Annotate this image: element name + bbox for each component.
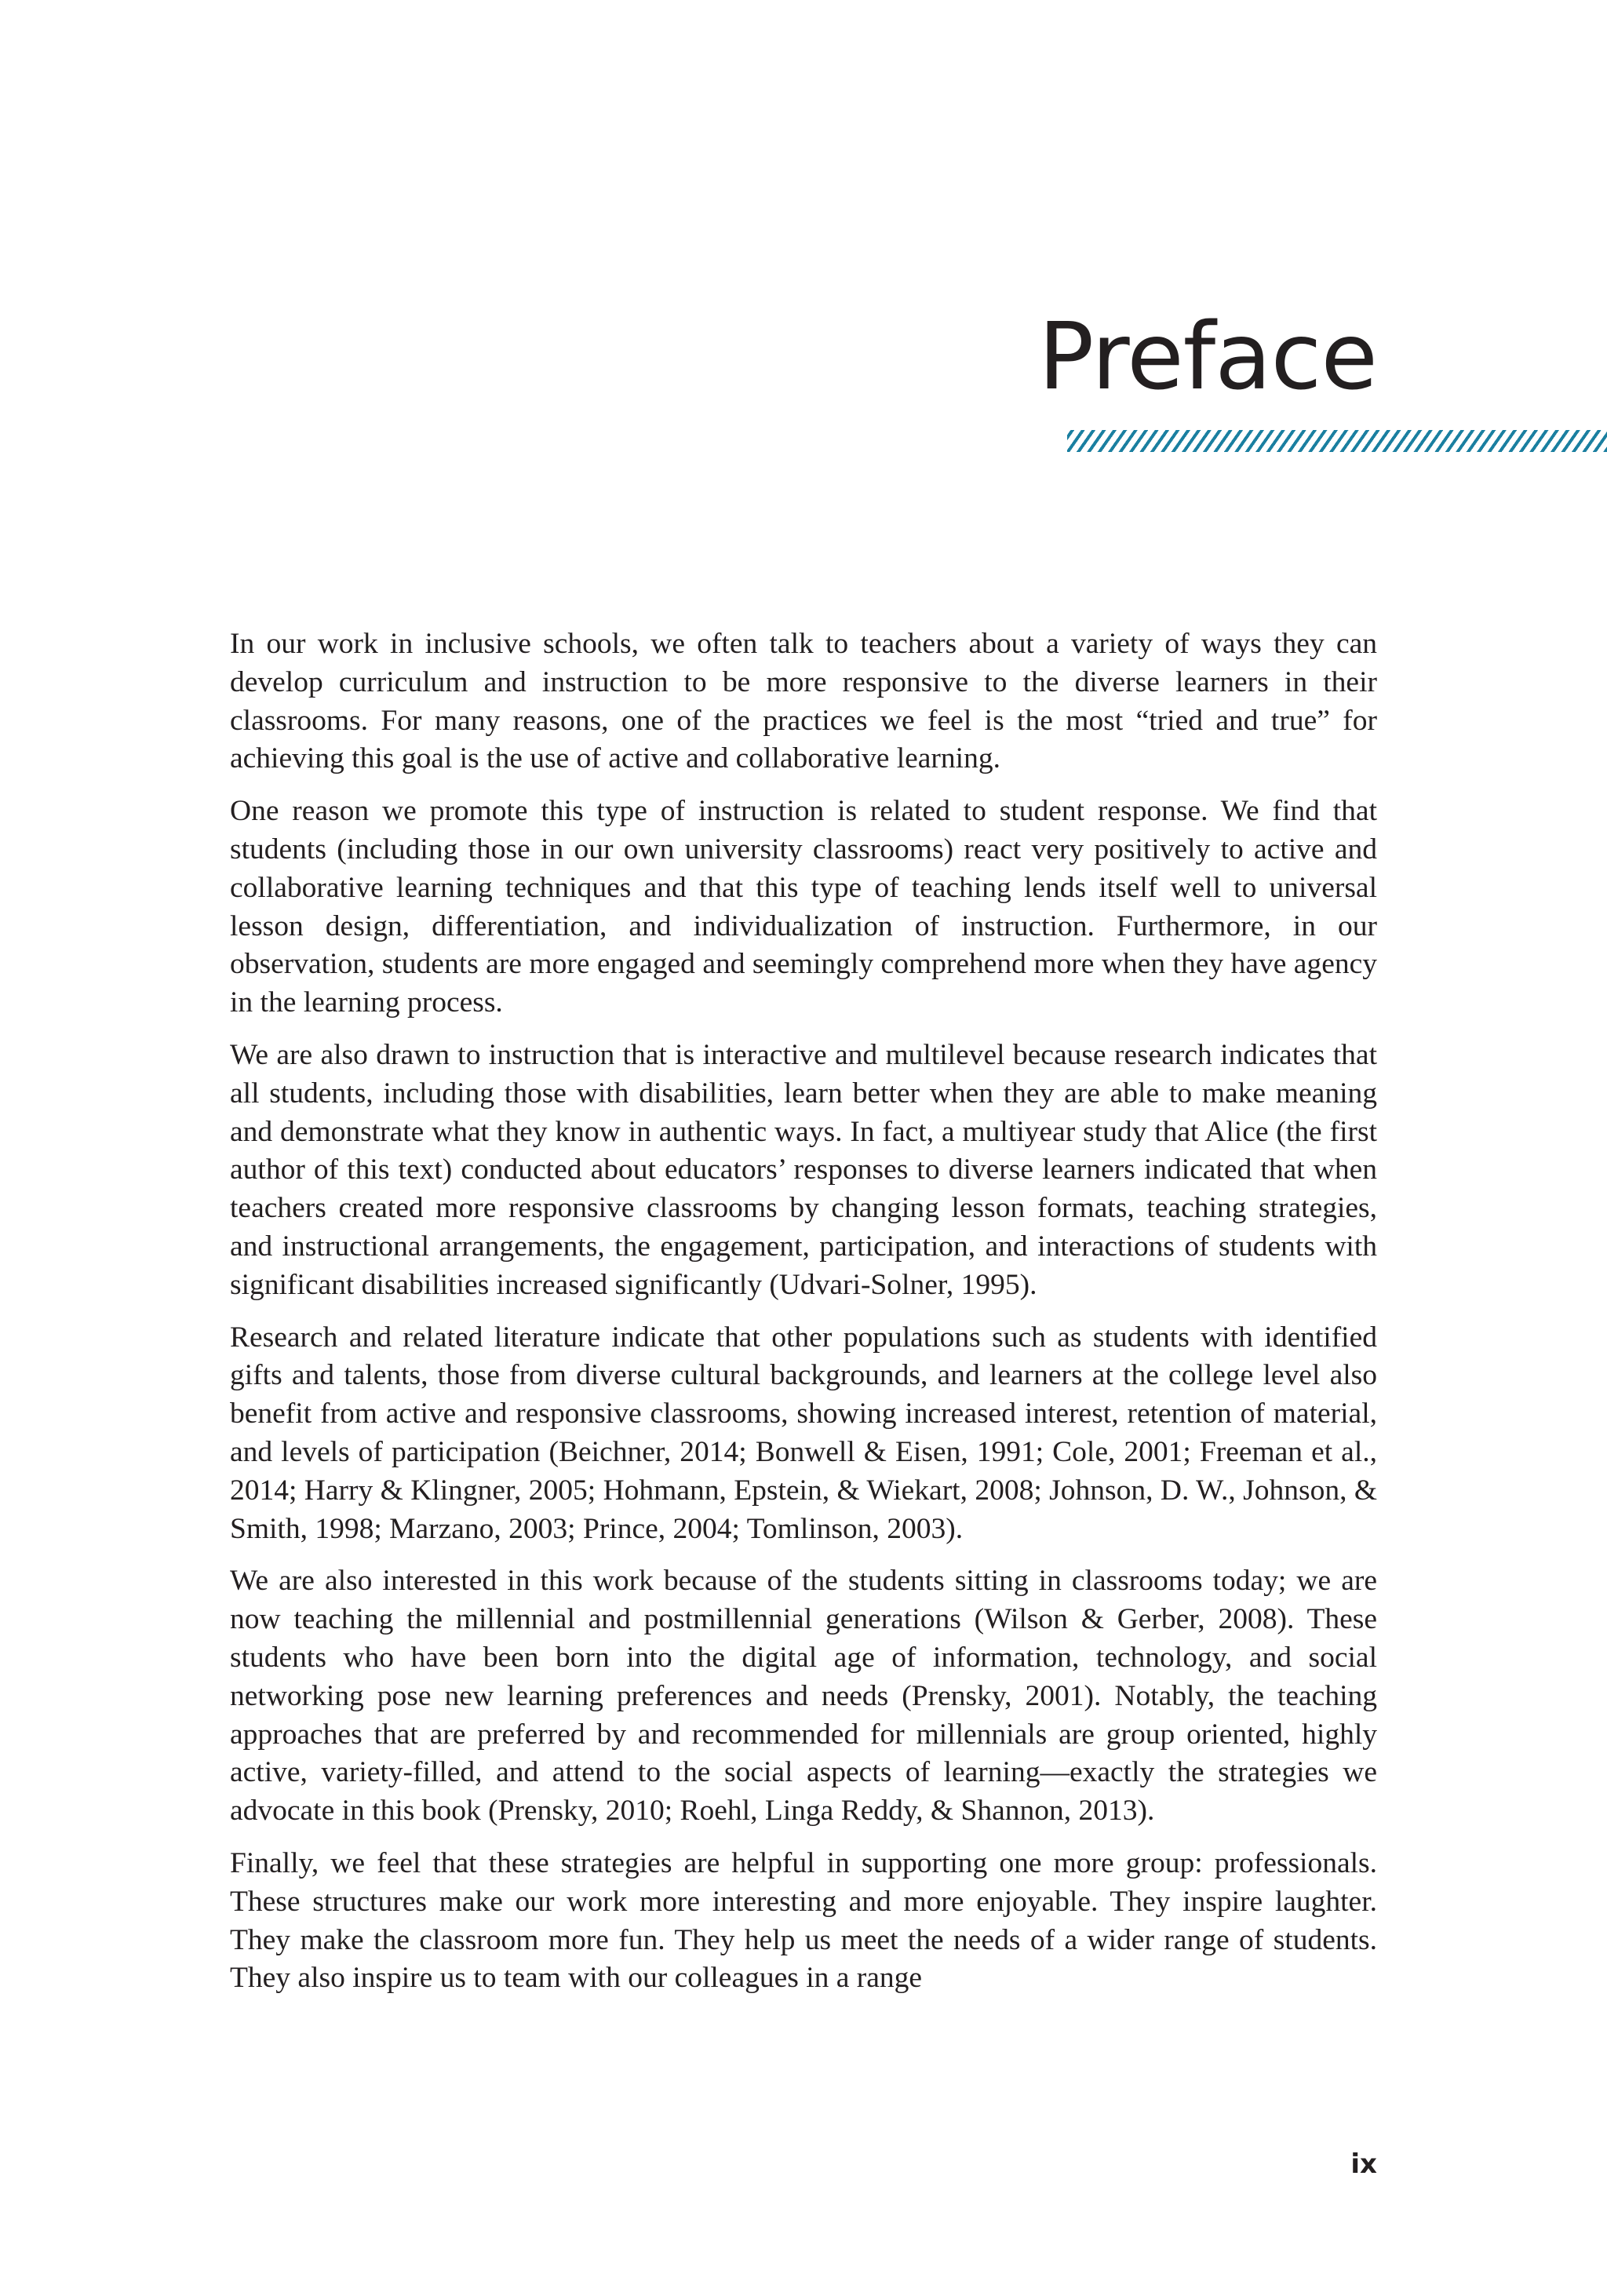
- paragraph-5: We are also interested in this work because of the students sitting in classrooms today; we are now teaching the millennial and postmillennial generations (Wilson & Gerber, 2008). These students who have been born into the digital age of information, technology, and social networking pose new learning preferences and needs (Prensky, 2001). Notably, the teaching approaches that are preferred by and recommended for millennials are group oriented, highly active, variety-filled, and attend to the social aspects of learning—exactly the strategies we advocate in this book (Prensky, 2010; Roehl, Linga Reddy, & Shannon, 2013).: [230, 1565, 1377, 1828]
- paragraph-6: Finally, we feel that these strategies are helpful in supporting one more group: professionals. These structures make our work more interesting and more enjoyable. They inspire laughter. They make the classroom more fun. They help us meet the needs of a wider range of students. They also inspire us to team with our colleagues in a range: [230, 1846, 1377, 1995]
- paragraph-2: One reason we promote this type of instruction is related to student response. We find that students (including those in our own university classrooms) react very positively to active and collaborative learning techniques and that this type of teaching lends itself well to universal lesson design, differentiation, and individualization of instruction. Furthermore, in our observation, students are more engaged and seemingly comprehend more when they have agency in the learning process.: [230, 795, 1377, 1019]
- page-number: ix: [1350, 2148, 1377, 2180]
- body-text: [230, 625, 1377, 2012]
- paragraph-4: Research and related literature indicate that other populations such as students with identified gifts and talents, those from diverse cultural backgrounds, and learners at the college level also benefit from active and responsive classrooms, showing increased interest, retention of material, and levels of participation (Beichner, 2014; Bonwell & Eisen, 1991; Cole, 2001; Freeman et al., 2014; Harry & Klingner, 2005; Hohmann, Epstein, & Wiekart, 2008; Johnson, D. W., Johnson, & Smith, 1998; Marzano, 2003; Prince, 2004; Tomlinson, 2003).: [230, 1321, 1377, 1545]
- title-hatched-rule: [1067, 430, 1607, 452]
- paragraph-1: In our work in inclusive schools, we often talk to teachers about a variety of ways they can develop curriculum and instruction to be more responsive to the diverse learners in their classrooms. For many reasons, one of the practices we feel is the most “tried and true” for achieving this goal is the use of active and collaborative learning.: [230, 628, 1377, 775]
- paragraph-3: We are also drawn to instruction that is interactive and multilevel because research indicates that all students, including those with disabilities, learn better when they are able to make meaning and demonstrate what they know in authentic ways. In fact, a multiyear study that Alice (the first author of this text) conducted about educators’ responses to diverse learners indicated that when teachers created more responsive classrooms by changing lesson formats, teaching strategies, and instructional arrangements, the engagement, participation, and interactions of students with significant disabilities increased significantly (Udvari-Solner, 1995).: [230, 1038, 1377, 1301]
- page-title: Preface: [1038, 302, 1377, 410]
